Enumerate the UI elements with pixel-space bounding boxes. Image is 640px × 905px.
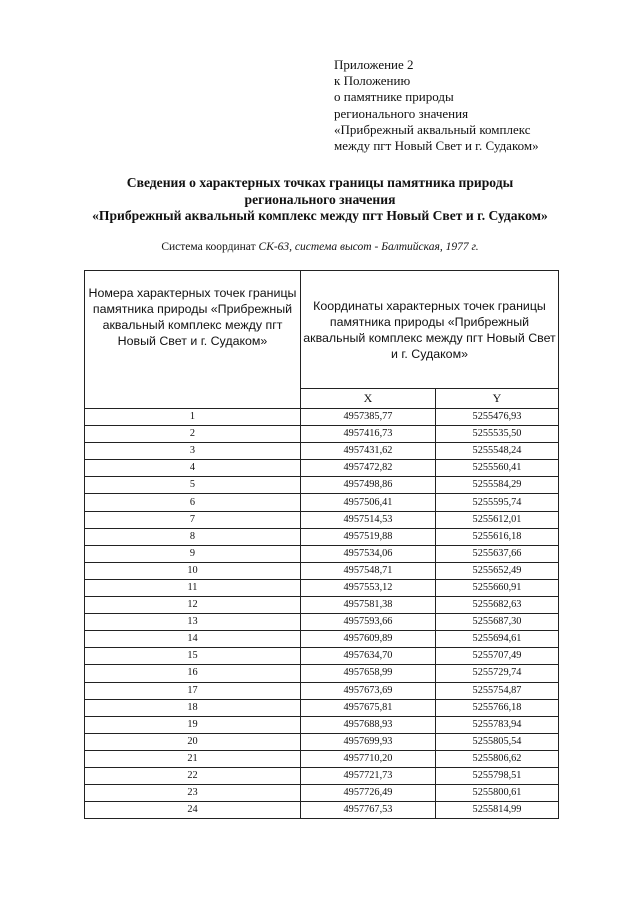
point-number-cell: 9 xyxy=(85,545,301,562)
table-row xyxy=(85,562,559,579)
table-row xyxy=(85,409,559,426)
header-coordinates: Координаты характерных точек границы памятника природы «Прибрежный аквальный комплекс между пгт Новый Свет и г. Судаком» xyxy=(301,271,559,389)
table-row xyxy=(85,494,559,511)
y-coordinate-cell: 5255805,54 xyxy=(436,733,559,750)
y-coordinate-cell: 5255729,74 xyxy=(436,665,559,682)
appendix-line: регионального значения xyxy=(334,105,469,121)
point-number-cell: 11 xyxy=(85,579,301,596)
x-coordinate-cell: 4957553,12 xyxy=(301,579,436,596)
x-coordinate-cell: 4957673,69 xyxy=(301,682,436,699)
y-coordinate-cell: 5255800,61 xyxy=(436,785,559,802)
table-row xyxy=(85,716,559,733)
title-line-3: «Прибрежный аквальный комплекс между пгт Новый Свет и г. Судаком» xyxy=(92,208,548,223)
table-row xyxy=(85,614,559,631)
y-coordinate-cell: 5255560,41 xyxy=(436,460,559,477)
table-row xyxy=(85,665,559,682)
coordinate-system-note xyxy=(60,240,580,254)
x-coordinate-cell: 4957506,41 xyxy=(301,494,436,511)
x-coordinate-cell: 4957634,70 xyxy=(301,648,436,665)
x-coordinate-cell: 4957721,73 xyxy=(301,767,436,784)
table-row xyxy=(85,597,559,614)
appendix-line: к Положению xyxy=(334,73,411,89)
point-number-cell: 18 xyxy=(85,699,301,716)
y-coordinate-cell: 5255660,91 xyxy=(436,579,559,596)
x-coordinate-cell: 4957416,73 xyxy=(301,426,436,443)
y-coordinate-cell: 5255584,29 xyxy=(436,477,559,494)
point-number-cell: 16 xyxy=(85,665,301,682)
appendix-line: «Прибрежный аквальный комплекс xyxy=(334,121,531,137)
x-coordinate-cell: 4957658,99 xyxy=(301,665,436,682)
point-number-cell: 19 xyxy=(85,716,301,733)
y-coordinate-cell: 5255476,93 xyxy=(436,409,559,426)
x-coordinate-cell: 4957472,82 xyxy=(301,460,436,477)
table-row xyxy=(85,767,559,784)
table-row xyxy=(85,426,559,443)
point-number-cell: 12 xyxy=(85,597,301,614)
x-coordinate-cell: 4957534,06 xyxy=(301,545,436,562)
x-coordinate-cell: 4957385,77 xyxy=(301,409,436,426)
table-row xyxy=(85,750,559,767)
y-coordinate-cell: 5255707,49 xyxy=(436,648,559,665)
y-coordinate-cell: 5255616,18 xyxy=(436,528,559,545)
coordinates-table xyxy=(84,270,559,819)
table-row xyxy=(85,699,559,716)
x-coordinate-cell: 4957519,88 xyxy=(301,528,436,545)
y-coordinate-cell: 5255548,24 xyxy=(436,443,559,460)
appendix-line: Приложение 2 xyxy=(334,57,414,72)
table-row xyxy=(85,511,559,528)
y-coordinate-cell: 5255637,66 xyxy=(436,545,559,562)
y-coordinate-cell: 5255806,62 xyxy=(436,750,559,767)
point-number-cell: 1 xyxy=(85,409,301,426)
y-coordinate-cell: 5255595,74 xyxy=(436,494,559,511)
y-coordinate-cell: 5255783,94 xyxy=(436,716,559,733)
point-number-cell: 23 xyxy=(85,785,301,802)
title-line-1: Сведения о характерных точках границы памятника природы xyxy=(126,175,514,190)
point-number-cell: 21 xyxy=(85,750,301,767)
table-body xyxy=(85,409,559,819)
point-number-cell: 24 xyxy=(85,802,301,819)
y-coordinate-cell: 5255652,49 xyxy=(436,562,559,579)
x-coordinate-cell: 4957581,38 xyxy=(301,597,436,614)
y-coordinate-cell: 5255766,18 xyxy=(436,699,559,716)
table-row xyxy=(85,460,559,477)
x-coordinate-cell: 4957548,71 xyxy=(301,562,436,579)
title-line-2: регионального значения xyxy=(244,191,396,207)
appendix-block xyxy=(334,57,539,154)
system-prefix: Система координат xyxy=(161,241,259,253)
table-row xyxy=(85,579,559,596)
header-point-numbers: Номера характерных точек границы памятника природы «Прибрежный аквальный комплекс между пгт Новый Свет и г. Судаком» xyxy=(85,271,301,409)
y-coordinate-cell: 5255687,30 xyxy=(436,614,559,631)
point-number-cell: 7 xyxy=(85,511,301,528)
point-number-cell: 13 xyxy=(85,614,301,631)
table-row xyxy=(85,545,559,562)
table-row xyxy=(85,443,559,460)
point-number-cell: 5 xyxy=(85,477,301,494)
table-row xyxy=(85,477,559,494)
table-row xyxy=(85,528,559,545)
point-number-cell: 10 xyxy=(85,562,301,579)
point-number-cell: 22 xyxy=(85,767,301,784)
appendix-line: о памятнике природы xyxy=(334,89,454,105)
header-x: X xyxy=(301,389,436,409)
x-coordinate-cell: 4957726,49 xyxy=(301,785,436,802)
y-coordinate-cell: 5255754,87 xyxy=(436,682,559,699)
point-number-cell: 4 xyxy=(85,460,301,477)
point-number-cell: 6 xyxy=(85,494,301,511)
y-coordinate-cell: 5255694,61 xyxy=(436,631,559,648)
x-coordinate-cell: 4957688,93 xyxy=(301,716,436,733)
point-number-cell: 14 xyxy=(85,631,301,648)
y-coordinate-cell: 5255798,51 xyxy=(436,767,559,784)
x-coordinate-cell: 4957514,53 xyxy=(301,511,436,528)
point-number-cell: 2 xyxy=(85,426,301,443)
system-italic: СК-63, система высот - Балтийская, 1977 г. xyxy=(258,241,479,253)
point-number-cell: 17 xyxy=(85,682,301,699)
x-coordinate-cell: 4957593,66 xyxy=(301,614,436,631)
table-row xyxy=(85,631,559,648)
appendix-line: между пгт Новый Свет и г. Судаком» xyxy=(334,138,539,154)
x-coordinate-cell: 4957767,53 xyxy=(301,802,436,819)
x-coordinate-cell: 4957431,62 xyxy=(301,443,436,460)
table-row xyxy=(85,802,559,819)
table-row xyxy=(85,682,559,699)
point-number-cell: 3 xyxy=(85,443,301,460)
point-number-cell: 8 xyxy=(85,528,301,545)
table-row xyxy=(85,733,559,750)
x-coordinate-cell: 4957498,86 xyxy=(301,477,436,494)
header-y: Y xyxy=(436,389,559,409)
y-coordinate-cell: 5255814,99 xyxy=(436,802,559,819)
point-number-cell: 20 xyxy=(85,733,301,750)
y-coordinate-cell: 5255612,01 xyxy=(436,511,559,528)
y-coordinate-cell: 5255682,63 xyxy=(436,597,559,614)
x-coordinate-cell: 4957710,20 xyxy=(301,750,436,767)
x-coordinate-cell: 4957675,81 xyxy=(301,699,436,716)
x-coordinate-cell: 4957699,93 xyxy=(301,733,436,750)
y-coordinate-cell: 5255535,50 xyxy=(436,426,559,443)
point-number-cell: 15 xyxy=(85,648,301,665)
table-row xyxy=(85,648,559,665)
document-title xyxy=(60,175,580,225)
x-coordinate-cell: 4957609,89 xyxy=(301,631,436,648)
table-row xyxy=(85,785,559,802)
